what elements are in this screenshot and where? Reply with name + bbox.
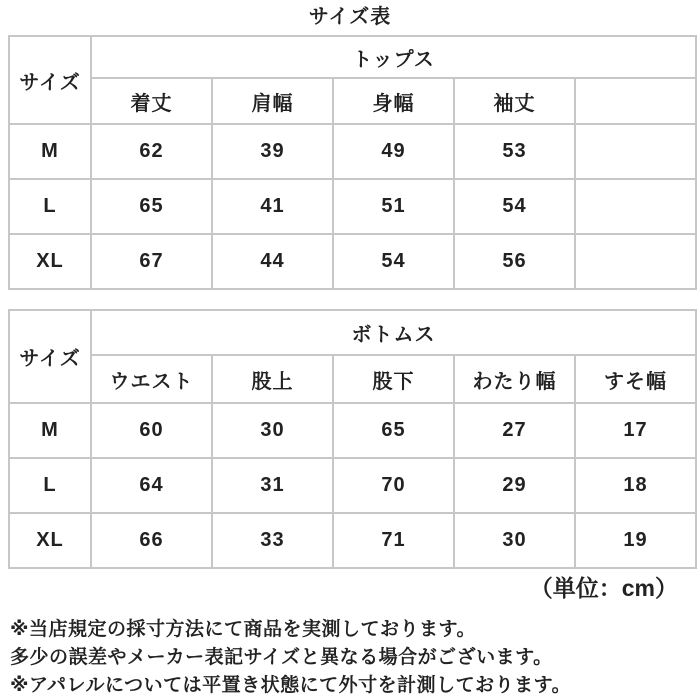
- footnote-line-3: ※アパレルについては平置き状態にて外寸を計測しております。: [10, 675, 572, 696]
- bottoms-value-cell: 65: [333, 403, 454, 458]
- bottoms-value-cell: 64: [91, 458, 212, 513]
- tops-size-table: [8, 35, 697, 290]
- tops-row-m: [9, 124, 696, 179]
- footnotes: [10, 616, 700, 700]
- bottoms-value-cell: 66: [91, 513, 212, 568]
- bottoms-value-cell: 30: [212, 403, 333, 458]
- bottoms-value-cell: 27: [454, 403, 575, 458]
- bottoms-group-row: [9, 310, 696, 355]
- tops-column-header-body-width: 身幅: [333, 78, 454, 124]
- tops-value-cell: 54: [333, 234, 454, 289]
- bottoms-column-header-thigh: わたり幅: [454, 355, 575, 403]
- tops-value-cell: 51: [333, 179, 454, 234]
- tops-value-cell-empty: [575, 234, 696, 289]
- bottoms-size-label-l: L: [9, 458, 91, 513]
- bottoms-value-cell: 31: [212, 458, 333, 513]
- unit-note: （単位：cm）: [529, 575, 678, 601]
- bottoms-value-cell: 29: [454, 458, 575, 513]
- bottoms-column-header-row: [9, 355, 696, 403]
- bottoms-size-label-xl: XL: [9, 513, 91, 568]
- bottoms-value-cell: 19: [575, 513, 696, 568]
- bottoms-value-cell: 18: [575, 458, 696, 513]
- tops-value-cell: 53: [454, 124, 575, 179]
- tops-value-cell: 44: [212, 234, 333, 289]
- bottoms-row-l: [9, 458, 696, 513]
- tops-column-header-empty: [575, 78, 696, 124]
- tops-value-cell: 65: [91, 179, 212, 234]
- bottoms-column-header-inseam: 股下: [333, 355, 454, 403]
- tops-column-header-shoulder: 肩幅: [212, 78, 333, 124]
- footnote-line-2: 多少の誤差やメーカー表記サイズと異なる場合がございます。: [10, 647, 553, 668]
- bottoms-value-cell: 30: [454, 513, 575, 568]
- bottoms-size-table: [8, 309, 697, 569]
- tops-value-cell-empty: [575, 179, 696, 234]
- bottoms-value-cell: 17: [575, 403, 696, 458]
- page-title: サイズ表: [308, 6, 392, 28]
- tops-value-cell: 49: [333, 124, 454, 179]
- bottoms-column-header-rise: 股上: [212, 355, 333, 403]
- bottoms-size-label-m: M: [9, 403, 91, 458]
- footnote-line-1: ※当店規定の採寸方法にて商品を実測しております。: [10, 619, 476, 640]
- bottoms-size-corner-header: サイズ: [9, 310, 91, 403]
- bottoms-group-header: ボトムス: [91, 310, 696, 355]
- bottoms-row-xl: [9, 513, 696, 568]
- tops-value-cell: 41: [212, 179, 333, 234]
- bottoms-value-cell: 70: [333, 458, 454, 513]
- tops-row-l: [9, 179, 696, 234]
- tops-group-row: [9, 36, 696, 78]
- bottoms-column-header-hem: すそ幅: [575, 355, 696, 403]
- tops-size-label-l: L: [9, 179, 91, 234]
- tops-row-xl: [9, 234, 696, 289]
- tops-value-cell: 54: [454, 179, 575, 234]
- tops-size-label-m: M: [9, 124, 91, 179]
- tops-size-label-xl: XL: [9, 234, 91, 289]
- tops-value-cell: 67: [91, 234, 212, 289]
- tops-value-cell: 39: [212, 124, 333, 179]
- tops-value-cell: 56: [454, 234, 575, 289]
- tops-column-header-length: 着丈: [91, 78, 212, 124]
- tops-size-corner-header: サイズ: [9, 36, 91, 124]
- tops-column-header-row: [9, 78, 696, 124]
- tops-column-header-sleeve: 袖丈: [454, 78, 575, 124]
- bottoms-column-header-waist: ウエスト: [91, 355, 212, 403]
- bottoms-value-cell: 71: [333, 513, 454, 568]
- bottoms-value-cell: 60: [91, 403, 212, 458]
- bottoms-value-cell: 33: [212, 513, 333, 568]
- tops-value-cell: 62: [91, 124, 212, 179]
- bottoms-row-m: [9, 403, 696, 458]
- tops-value-cell-empty: [575, 124, 696, 179]
- tops-group-header: トップス: [91, 36, 696, 78]
